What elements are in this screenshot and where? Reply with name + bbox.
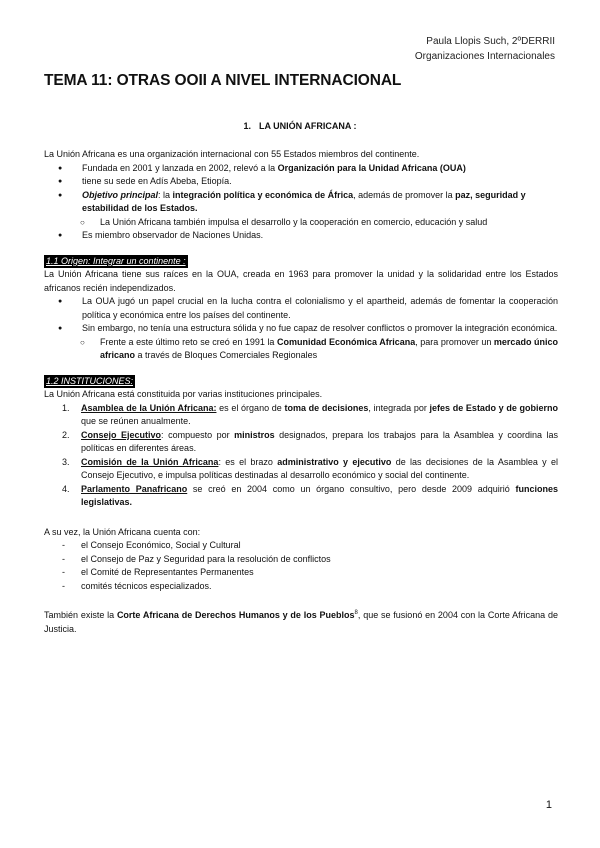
section-bullet-list: [44, 162, 558, 243]
section-title: LA UNIÓN AFRICANA :: [259, 121, 357, 131]
item-text: : es el brazo: [218, 456, 278, 467]
sub-list-item: ○ La Unión Africana también impulsa el desarrollo y la cooperación en comercio, educación y salud: [44, 216, 558, 230]
item-name: Asamblea de la Unión Africana:: [81, 402, 217, 413]
list-item: [44, 483, 558, 510]
origen-intro: La Unión Africana tiene sus raíces en la OUA, creada en 1963 para promover la unidad y la solidaridad entre los Estados africanos recién independizados.: [44, 269, 558, 293]
item-bold: ministros: [234, 429, 275, 440]
item-number: 3.: [62, 456, 70, 467]
item-text: Frente a este último reto se creó en 1991 la: [100, 336, 277, 347]
list-item: - el Consejo de Paz y Seguridad para la resolución de conflictos: [44, 553, 558, 567]
item-bold: paz, seguridad y estabilidad de los Estados.: [82, 189, 526, 213]
instituciones-list: [44, 402, 558, 510]
list-item: - el Consejo Económico, Social y Cultural: [44, 539, 558, 553]
item-bold: Comunidad Económica Africana: [276, 336, 416, 347]
item-text: : compuesto por: [161, 429, 235, 440]
closing-text: También existe la: [44, 610, 117, 620]
section-number: 1.: [243, 121, 251, 131]
item-number: 2.: [62, 429, 70, 440]
list-item: ● La OUA jugó un papel crucial en la lucha contra el colonialismo y el apartheid, además de fomentar la cooperación política y económica entre los países del continente.: [44, 295, 558, 322]
item-name: Comisión de la Unión Africana: [81, 456, 219, 467]
section-intro: La Unión Africana es una organización internacional con 55 Estados miembros del continente.: [44, 149, 420, 159]
item-text: que se reúnen anualmente.: [81, 416, 191, 426]
sub-list: [44, 216, 558, 230]
item-bold: administrativo y ejecutivo: [277, 456, 392, 467]
item-bold: Organización para la Unidad Africana (OUA): [277, 162, 466, 173]
header-course: Organizaciones Internacionales: [414, 51, 555, 62]
page-number: 1: [545, 799, 552, 811]
list-item: [44, 162, 558, 176]
item-text: de las decisiones de la Asamblea y el Consejo Ejecutivo, e impulsa políticas destinadas al desarrollo económico y social del continente.: [81, 456, 558, 480]
list-item: [44, 456, 558, 483]
list-item: [44, 322, 558, 363]
list-item: - el Comité de Representantes Permanentes: [44, 566, 558, 580]
item-text: es el órgano de: [216, 402, 285, 413]
item-text: a través de Bloques Comerciales Regionales: [135, 350, 318, 360]
item-number: 1.: [62, 402, 70, 413]
closing-paragraph: [44, 609, 558, 636]
item-text: designados, prepara los trabajos para la Asamblea y coordina las políticas en diferentes áreas.: [81, 429, 558, 453]
closing-text: , que se fusionó en 2004 con la Corte Africana de Justicia.: [44, 610, 558, 634]
instituciones-intro: La Unión Africana está constituida por varias instituciones principales.: [44, 389, 323, 399]
list-item: [44, 429, 558, 456]
item-bold: integración política y económica de África: [172, 189, 354, 200]
item-text: , además de promover la: [353, 189, 456, 200]
sub-list-item: [44, 336, 558, 363]
list-item: ● Es miembro observador de Naciones Unidas.: [44, 229, 558, 243]
item-text: Fundada en 2001 y lanzada en 2002, relevó a la: [82, 162, 278, 173]
subsection-title: 1.2 INSTITUCIONES:: [44, 375, 135, 389]
list-item: [44, 402, 558, 429]
item-number: 4.: [62, 483, 70, 494]
sub-list: [44, 336, 558, 363]
also-intro: A su vez, la Unión Africana cuenta con:: [44, 526, 201, 537]
subsection-heading-instituciones: [44, 375, 558, 389]
list-item: ● tiene su sede en Adís Abeba, Etiopía.: [44, 175, 558, 189]
subsection-heading-origen: [44, 255, 558, 269]
item-text: Sin embargo, no tenía una estructura sólida y no fue capaz de resolver conflictos o promover la integración económica.: [82, 323, 558, 333]
page-header: [415, 34, 555, 64]
item-text: : la: [158, 189, 173, 200]
origen-bullet-list: [44, 295, 558, 363]
item-bold: jefes de Estado y de gobierno: [429, 402, 559, 413]
item-name: Consejo Ejecutivo: [81, 429, 162, 440]
subsection-title: 1.1 Origen: Integrar un continente :: [44, 255, 188, 269]
also-list: [44, 539, 558, 593]
section-heading: [0, 120, 600, 134]
list-item: - comités técnicos especializados.: [44, 580, 558, 594]
item-label: Objetivo principal: [82, 189, 159, 200]
item-text: se creó en 2004 como un órgano consultivo, pero desde 2009 adquirió: [187, 483, 516, 494]
header-author: Paula Llopis Such, 2ºDERRII: [426, 36, 555, 47]
item-bold: funciones legislativas.: [81, 483, 558, 507]
item-text: , integrada por: [368, 402, 430, 413]
document-title: TEMA 11: OTRAS OOII A NIVEL INTERNACIONAL: [44, 72, 402, 89]
closing-bold: Corte Africana de Derechos Humanos y de los Pueblos: [116, 610, 355, 620]
item-name: Parlamento Panafricano: [81, 483, 188, 494]
item-bold: mercado único africano: [100, 336, 558, 360]
document-body: [44, 148, 558, 636]
footnote-ref: 8: [354, 610, 358, 616]
list-item: [44, 189, 558, 230]
item-bold: toma de decisiones: [284, 402, 369, 413]
item-text: , para promover un: [415, 336, 494, 347]
